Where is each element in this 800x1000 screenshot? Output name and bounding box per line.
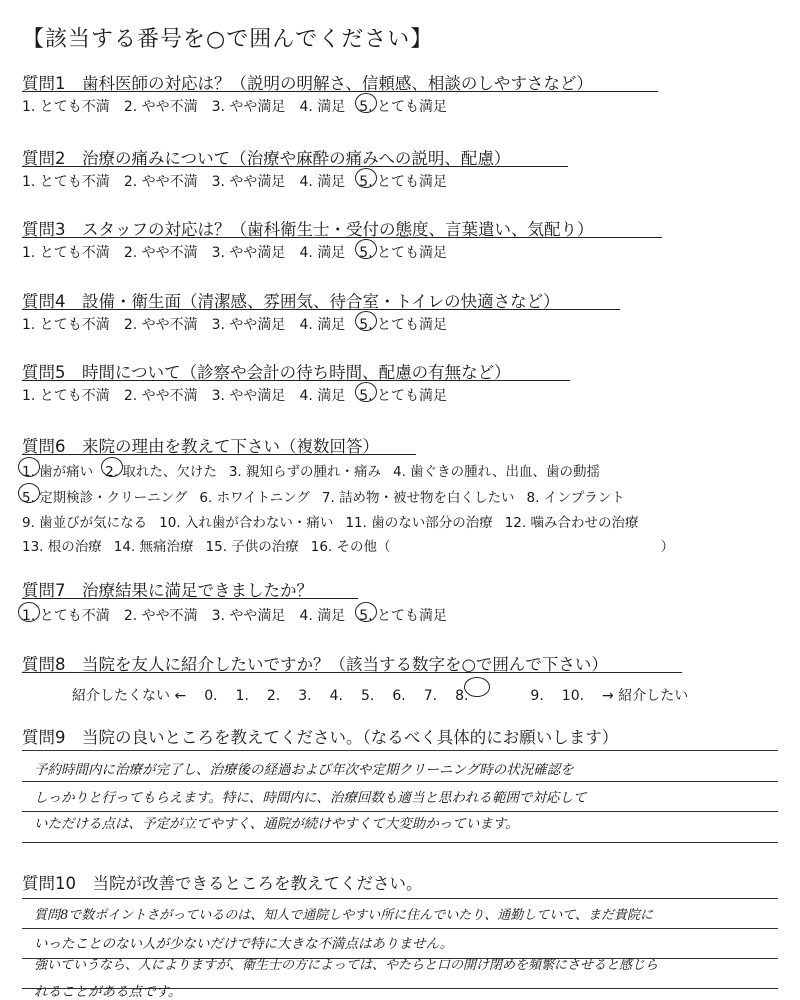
q6-option-8[interactable]: 8. インプラント <box>526 490 625 506</box>
q2-underline <box>22 166 568 167</box>
q8-option-8[interactable]: 8. <box>455 680 512 704</box>
q5-option-4[interactable]: 4. 満足 <box>299 388 346 404</box>
q2-option-2[interactable]: 2. やや不満 <box>123 174 198 190</box>
q6-title: 質問6 来院の理由を教えて下さい（複数回答） <box>22 437 379 456</box>
q6-option-14[interactable]: 14. 無痛治療 <box>113 539 194 555</box>
selection-circle <box>464 677 490 697</box>
q6-underline <box>22 454 416 455</box>
q9-title: 質問9 当院の良いところを教えてください。（なるべく具体的にお願いします） <box>22 728 619 747</box>
q9-answer-line-1: 予約時間内に治療が完了し、治療後の経過および年次や定期クリーニング時の状況確認を <box>34 762 574 778</box>
selection-circle <box>101 457 123 477</box>
q1-option-3[interactable]: 3. やや満足 <box>211 99 286 115</box>
q8-option-1[interactable]: 1. <box>235 688 249 704</box>
q7-option-5[interactable]: 5. とても満足 <box>359 605 447 625</box>
q1-option-1[interactable]: 1. とても不満 <box>22 99 110 115</box>
q9-line-1 <box>22 781 778 782</box>
q4-options <box>22 314 461 334</box>
q7-option-4[interactable]: 4. 満足 <box>299 608 346 624</box>
q6-row-2 <box>22 486 637 506</box>
q8-title: 質問8 当院を友人に紹介したいですか？（該当する数字を○で囲んで下さい） <box>22 655 608 674</box>
q3-options <box>22 242 461 262</box>
q6-option-12[interactable]: 12. 噛み合わせの治療 <box>504 515 639 531</box>
q7-underline <box>22 598 358 599</box>
q9-line-3 <box>22 842 778 843</box>
selection-circle <box>355 382 377 402</box>
q5-underline <box>22 380 570 381</box>
q6-option-6[interactable]: 6. ホワイトニング <box>199 490 310 506</box>
q3-option-3[interactable]: 3. やや満足 <box>211 245 286 261</box>
q4-option-3[interactable]: 3. やや満足 <box>211 317 286 333</box>
q8-option-2[interactable]: 2. <box>266 688 281 704</box>
q3-underline <box>22 237 662 238</box>
q4-option-5[interactable]: 5. とても満足 <box>359 314 447 334</box>
q1-option-4[interactable]: 4. 満足 <box>299 99 346 115</box>
q8-option-4[interactable]: 4. <box>329 688 343 704</box>
q4-title: 質問4 設備・衛生面（清潔感、雰囲気、待合室・トイレの快適さなど） <box>22 292 560 311</box>
q2-option-3[interactable]: 3. やや満足 <box>211 174 286 190</box>
selection-circle <box>18 602 40 622</box>
q2-option-4[interactable]: 4. 満足 <box>299 174 346 190</box>
q10-line-0 <box>22 898 778 899</box>
q2-option-1[interactable]: 1. とても不満 <box>22 174 110 190</box>
q6-option-13[interactable]: 13. 根の治療 <box>22 539 102 555</box>
q5-option-5[interactable]: 5. とても満足 <box>359 385 447 405</box>
q7-option-1[interactable]: 1. とても不満 <box>22 605 110 625</box>
q6-option-17[interactable]: ） <box>660 539 675 555</box>
q10-answer-line-4: れることがある点です。 <box>34 984 182 1000</box>
q6-option-3[interactable]: 3. 親知らずの腫れ・痛み <box>228 464 382 480</box>
q8-option-3[interactable]: 3. <box>298 688 312 704</box>
q4-option-4[interactable]: 4. 満足 <box>299 317 346 333</box>
q2-option-5[interactable]: 5. とても満足 <box>359 171 447 191</box>
q10-line-1 <box>22 928 778 929</box>
q6-row-4 <box>22 535 686 555</box>
q4-option-1[interactable]: 1. とても不満 <box>22 317 110 333</box>
q8-option-5[interactable]: 5. <box>360 688 375 704</box>
q8-right-label: → 紹介したい <box>602 688 689 704</box>
q3-option-5[interactable]: 5. とても満足 <box>359 242 447 262</box>
q6-option-5[interactable]: 5. 定期検診・クリーニング <box>22 486 187 506</box>
q6-option-16[interactable]: 16. その他（ <box>310 539 391 555</box>
q6-option-2[interactable]: 2. 取れた、欠けた <box>105 460 217 480</box>
q2-title: 質問2 治療の痛みについて（治療や麻酔の痛みへの説明、配慮） <box>22 149 511 168</box>
q5-option-3[interactable]: 3. やや満足 <box>211 388 286 404</box>
q10-title: 質問10 当院が改善できるところを教えてください。 <box>22 874 423 893</box>
q7-option-3[interactable]: 3. やや満足 <box>211 608 286 624</box>
selection-circle <box>355 602 377 622</box>
q3-option-4[interactable]: 4. 満足 <box>299 245 346 261</box>
q7-options <box>22 605 461 625</box>
q8-underline <box>22 672 682 673</box>
q3-title: 質問3 スタッフの対応は？（歯科衛生士・受付の態度、言葉遣い、気配り） <box>22 220 594 239</box>
q1-title: 質問1 歯科医師の対応は？（説明の明解さ、信頼感、相談のしやすさなど） <box>22 74 593 93</box>
q9-answer-line-3: いただける点は、予定が立てやすく、通院が続けやすくて大変助かっています。 <box>34 816 519 832</box>
q6-row-3 <box>22 511 650 531</box>
q3-option-1[interactable]: 1. とても不満 <box>22 245 110 261</box>
selection-circle <box>18 457 40 477</box>
q3-option-2[interactable]: 2. やや不満 <box>123 245 198 261</box>
q8-option-0[interactable]: 0. <box>204 688 218 704</box>
q6-option-11[interactable]: 11. 歯のない部分の治療 <box>345 515 493 531</box>
q5-option-2[interactable]: 2. やや不満 <box>123 388 198 404</box>
q6-option-7[interactable]: 7. 詰め物・被せ物を白くしたい <box>321 490 515 506</box>
q4-underline <box>22 309 620 310</box>
q10-answer-line-3: 強いていうなら、人によりますが、衛生士の方によっては、やたらと口の開け閉めを頻繁にさせると感じら <box>34 958 659 973</box>
q1-option-5[interactable]: 5. とても満足 <box>359 96 447 116</box>
q4-option-2[interactable]: 2. やや不満 <box>123 317 198 333</box>
q8-option-7[interactable]: 7. <box>423 688 438 704</box>
q10-answer-line-2: いったことのない人が少ないだけで特に大きな不満点はありません。 <box>34 936 454 952</box>
q8-option-10[interactable]: 10. <box>561 688 585 704</box>
q6-option-15[interactable]: 15. 子供の治療 <box>205 539 299 555</box>
q6-option-4[interactable]: 4. 歯ぐきの腫れ、出血、歯の動揺 <box>393 464 600 480</box>
q10-answer-line-1: 質問8で数ポイントさがっているのは、知人で通院しやすい所に住んでいたり、通勤していて、まだ貴院に <box>34 908 654 923</box>
q1-underline <box>22 91 658 92</box>
selection-circle <box>355 311 377 331</box>
q6-option-9[interactable]: 9. 歯並びが気になる <box>22 515 148 531</box>
q5-title: 質問5 時間について（診察や会計の待ち時間、配慮の有無など） <box>22 363 511 382</box>
selection-circle <box>18 483 40 503</box>
q7-title: 質問7 治療結果に満足できましたか？ <box>22 581 313 600</box>
page-title: 【該当する番号を○で囲んでください】 <box>22 27 434 52</box>
q5-options <box>22 385 461 405</box>
q8-scale <box>72 680 706 705</box>
selection-circle <box>355 168 377 188</box>
q6-option-10[interactable]: 10. 入れ歯が合わない・痛い <box>159 515 334 531</box>
q9-answer-line-2: しっかりと行ってもらえます。特に、時間内に、治療回数も適当と思われる範囲で対応して <box>34 790 587 806</box>
q6-row-1 <box>22 460 612 480</box>
q6-option-1[interactable]: 1. 歯が痛い <box>22 460 93 480</box>
selection-circle <box>355 93 377 113</box>
q5-option-1[interactable]: 1. とても不満 <box>22 388 110 404</box>
q9-line-0 <box>22 750 778 751</box>
q8-left-label: 紹介したくない ← <box>72 688 187 704</box>
selection-circle <box>355 239 377 259</box>
q7-option-2[interactable]: 2. やや不満 <box>123 608 198 624</box>
q8-option-9[interactable]: 9. <box>530 688 544 704</box>
q8-option-6[interactable]: 6. <box>392 688 406 704</box>
q2-options <box>22 171 461 191</box>
q1-option-2[interactable]: 2. やや不満 <box>123 99 198 115</box>
q1-options <box>22 96 461 116</box>
